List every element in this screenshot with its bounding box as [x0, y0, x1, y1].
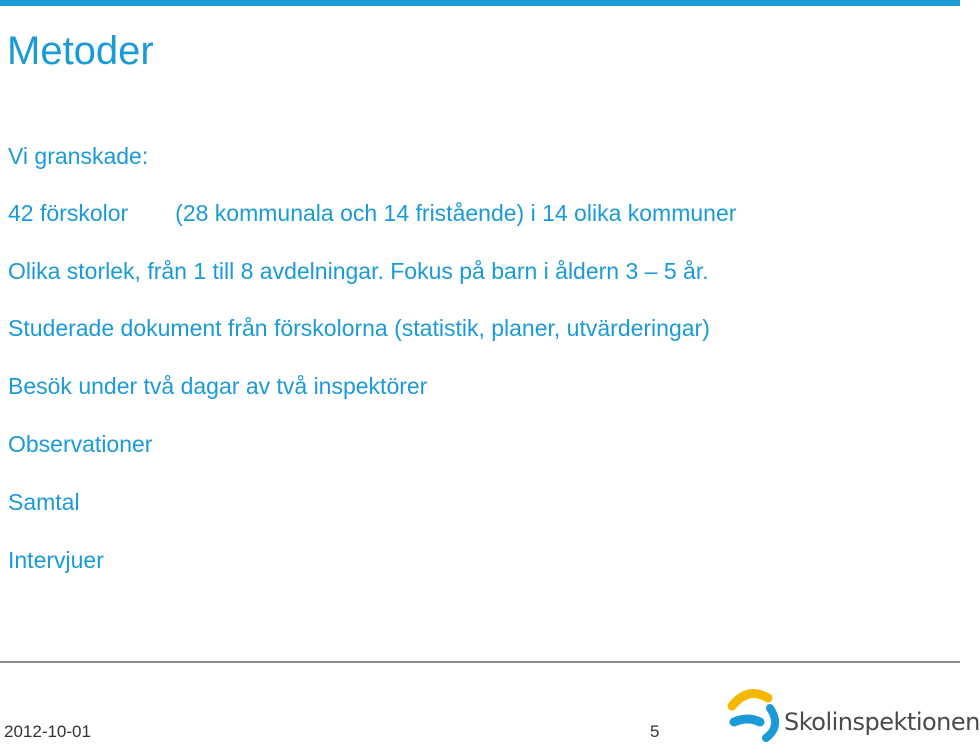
footer-date: 2012-10-01	[4, 722, 91, 741]
page-number: 5	[650, 722, 660, 741]
interviews-line: Intervjuer	[8, 547, 104, 573]
visits-line: Besök under två dagar av två inspektörer	[8, 373, 428, 399]
logo-mark-icon	[726, 686, 784, 746]
slide-title: Metoder	[7, 29, 154, 73]
footer-divider	[0, 661, 960, 663]
documents-line: Studerade dokument från förskolorna (statistik, planer, utvärderingar)	[8, 315, 710, 341]
logo-wordmark: Skolinspektionen	[784, 708, 980, 736]
size-focus-line: Olika storlek, från 1 till 8 avdelningar. Fokus på barn i åldern 3 – 5 år.	[8, 258, 709, 284]
preschool-count: 42 förskolor	[8, 200, 129, 226]
preschool-count-line	[8, 199, 736, 227]
top-accent-bar	[0, 0, 960, 6]
observations-line: Observationer	[8, 431, 153, 457]
conversations-line: Samtal	[8, 489, 80, 515]
intro-line: Vi granskade:	[8, 143, 149, 169]
preschool-breakdown: (28 kommunala och 14 fristående) i 14 olika kommuner	[175, 200, 737, 226]
skolinspektionen-logo	[726, 686, 980, 746]
